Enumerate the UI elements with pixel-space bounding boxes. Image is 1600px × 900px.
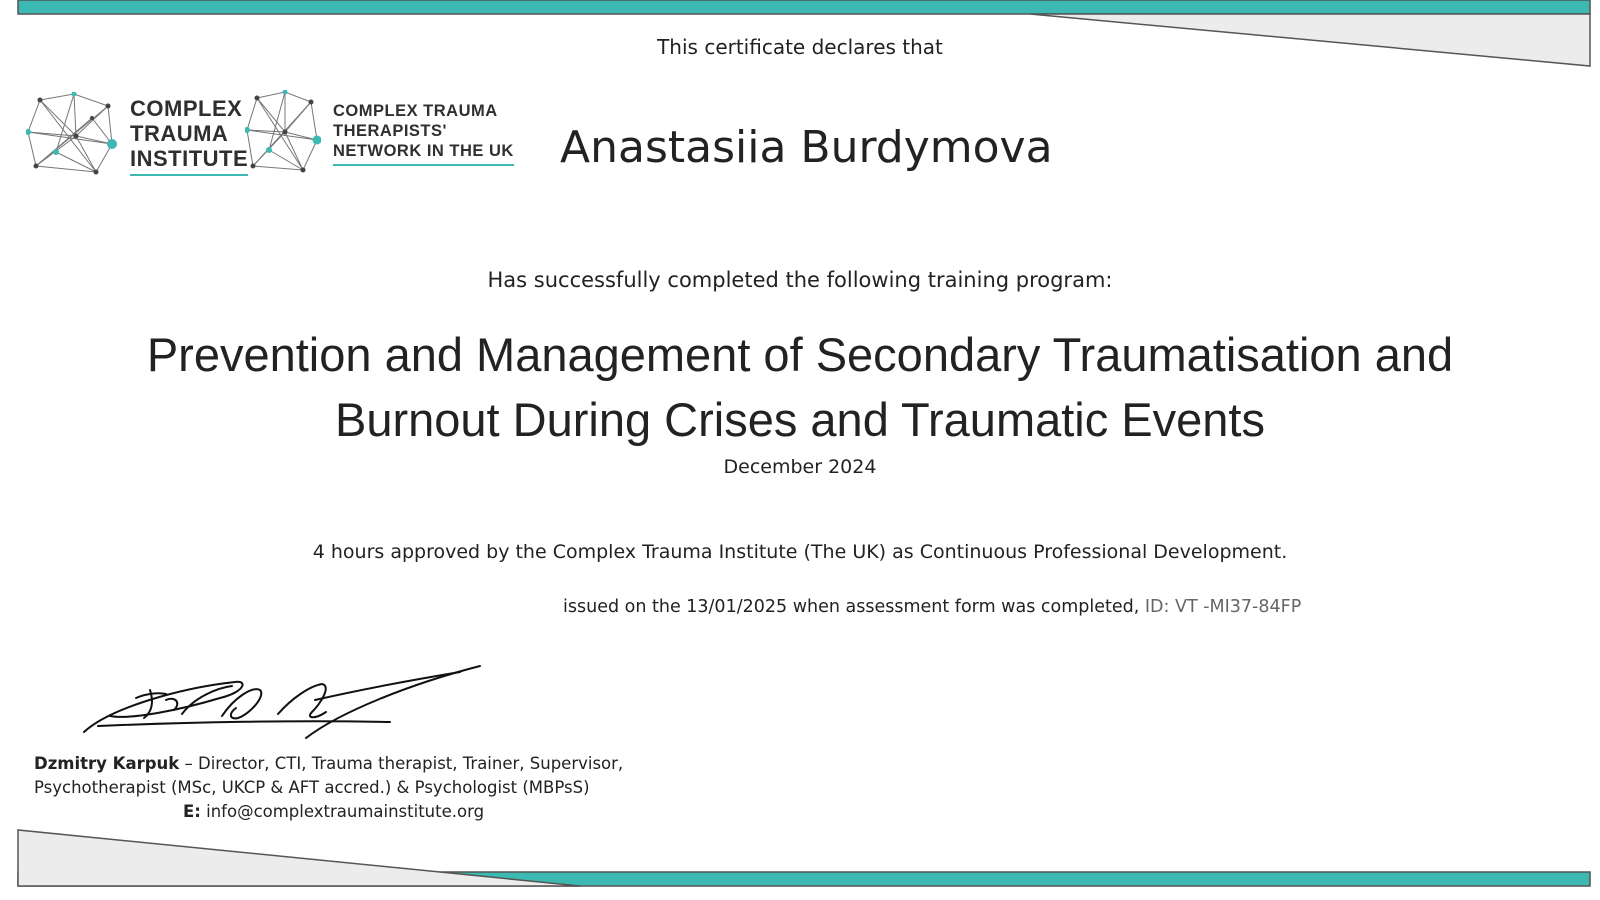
complex-trauma-institute-logo	[26, 92, 248, 180]
signatory-email-line	[34, 800, 623, 824]
email-label: E:	[183, 802, 201, 821]
signatory-line-1	[34, 752, 623, 776]
signatory-name: Dzmitry Karpuk	[34, 754, 180, 773]
program-title-line: Burnout During Crises and Traumatic Events	[335, 393, 1265, 446]
logo-line: COMPLEX TRAUMA	[333, 101, 498, 120]
certificate-declaration: This certificate declares that	[657, 35, 943, 59]
complex-trauma-therapists-network-logo	[245, 90, 514, 176]
signatory-title: – Director, CTI, Trauma therapist, Trainer, Supervisor,	[179, 754, 624, 773]
certificate-id: ID: VT -MI37-84FP	[1144, 597, 1302, 617]
logo-line: COMPLEX	[130, 96, 243, 121]
logo-wordmark	[130, 96, 248, 176]
logo-wordmark	[333, 101, 514, 166]
completion-statement: Has successfully completed the following training program:	[487, 268, 1113, 292]
signatory-block	[34, 752, 623, 824]
issued-text: issued on the 13/01/2025 when assessment form was completed,	[563, 597, 1140, 617]
program-title	[0, 322, 1600, 452]
program-date: December 2024	[723, 456, 877, 478]
cpd-statement: 4 hours approved by the Complex Trauma Institute (The UK) as Continuous Professional Development.	[312, 541, 1288, 563]
issued-line	[563, 597, 1301, 617]
bottom-border-band	[18, 830, 1590, 886]
recipient-name: Anastasiia Burdymova	[560, 122, 1053, 173]
logo-line: TRAUMA	[130, 121, 229, 146]
network-graph-icon	[245, 90, 321, 176]
signatory-email[interactable]: info@complextraumainstitute.org	[206, 802, 485, 821]
handwritten-signature	[70, 658, 510, 748]
logo-line: THERAPISTS'	[333, 121, 447, 140]
logo-line: NETWORK IN THE UK	[333, 141, 514, 160]
logo-line: INSTITUTE	[130, 146, 249, 171]
program-title-line: Prevention and Management of Secondary Traumatisation and	[146, 328, 1454, 381]
network-graph-icon	[26, 92, 118, 180]
signatory-credentials: Psychotherapist (MSc, UKCP & AFT accred.) & Psychologist (MBPsS)	[34, 778, 590, 797]
